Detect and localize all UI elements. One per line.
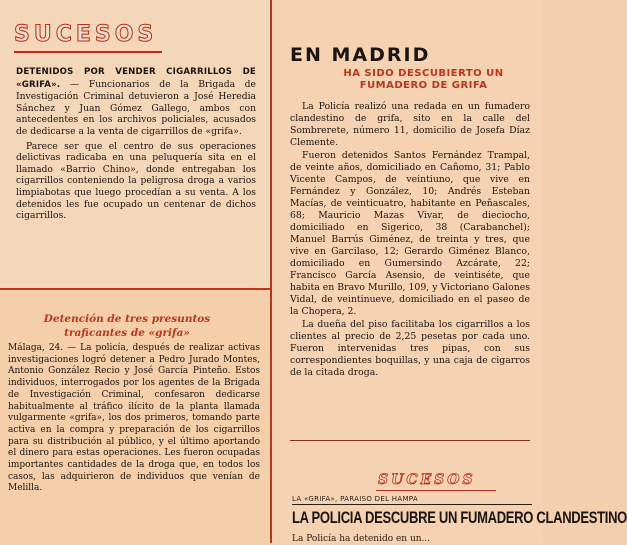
title-line: Detención de tres presuntos <box>43 313 211 325</box>
divider <box>290 440 530 441</box>
article-partial-text: La Policía ha detenido en un... <box>292 534 431 544</box>
title-line: traficantes de «grifa» <box>64 327 190 339</box>
article-title-malaga <box>12 312 242 340</box>
article-paragraph: La dueña del piso facilitaba los cigarrillos a los clientes al precio de 2,25 pesetas por cada uno. Fueron intervenidas tres pipas, con sus correspondientes boquillas, y una caja de cigarros de la citada droga. <box>290 319 530 378</box>
section-title-sucesos: SUCESOS <box>14 22 158 47</box>
article-madrid-body <box>290 101 530 380</box>
article-title-madrid: EN MADRID <box>290 44 431 66</box>
article-subtitle <box>316 68 531 92</box>
subtitle-line: HA SIDO DESCUBIERTO UN <box>343 68 504 79</box>
article-lead: — Funcionarios de la Brigada de Investigación Criminal detuvieron a José Heredia Sánchez y Juan Gómez Gallego, ambos con antecedentes en los archivos policiales, acusados de dedicarse a la venta de cigarrillos de «grifa». <box>16 78 256 137</box>
article-paragraph <box>16 66 256 138</box>
article-headline-fumadero: LA POLICIA DESCUBRE UN FUMADERO CLANDESTINO <box>292 508 627 527</box>
title-underline <box>376 490 496 491</box>
article-paragraph: Fueron detenidos Santos Fernández Trampal, de veinte años, domiciliado en Cañomo, 31; Pablo Vicente Campos, de veintiuno, que vive en Fernández y González, 10; Andrés Esteban Macías, de veinticuatro, habitante en Peñascales, 68; Mauricio Mazas Vivar, de dieciocho, domiciliado en Sigerico, 38 (Carabanchel); Manuel Barrús Giménez, de treinta y tres, que vive en Garcilaso, 12; Gerardo Giménez Blanco, domiciliado en Gumersindo Azcárate, 22; Francisco García Asensio, de veintiséte, que habita en Bravo Murillo, 109, y Victoriano Galones Vidal, de veintinueve, domiciliado en el paseo de la Chopera, 2. <box>290 150 530 317</box>
clipping-divider <box>0 288 270 290</box>
article-headline: DETENIDOS POR VENDER CIGARRILLOS DE «GRIFA». <box>16 67 256 90</box>
article-paragraph: La Policía realizó una redada en un fumadero clandestino de grifa, sito en la calle del Sombrerete, número 11, domicilio de Josefa Díaz Clemente. <box>290 101 530 148</box>
article-kicker: LA «GRIFA», PARAISO DEL HAMPA <box>292 495 418 503</box>
article-detenidos <box>16 66 256 225</box>
article-malaga-body: Málaga, 24. — La policía, después de realizar activas investigaciones logró detener a Pedro Jurado Montes, Antonio González Recio y José García Pinteño. Estos individuos, interrogados por los agentes de la Brigada de Investigación Criminal, confesaron dedicarse habitualmente al tráfico ilícito de la planta llamada vulgarmente «grifa», los dos primeros, tomando parte activa en la compra y preparación de los cigarrillos para su distribución al público, y el último aportando el dinero para estas operaciones. Les fueron ocupadas importantes cantidades de la droga que, en todos los casos, las adquirieron de individuos que venían de Melilla. <box>8 343 260 494</box>
title-underline <box>14 51 162 53</box>
column-divider <box>270 0 272 543</box>
subtitle-line: FUMADERO DE GRIFA <box>359 80 488 91</box>
article-paragraph: Parece ser que el centro de sus operaciones delictivas radicaba en una peluquería sita en el llamado «Barrio Chino», donde entregaban los cigarrillos conteniendo la peligrosa droga a varios limpiabotas que luego procedían a su venta. A los detenidos les fue ocupado un centenar de dichos cigarrillos. <box>16 140 256 222</box>
section-title-sucesos-small: SUCESOS <box>378 472 476 488</box>
divider <box>292 504 532 505</box>
